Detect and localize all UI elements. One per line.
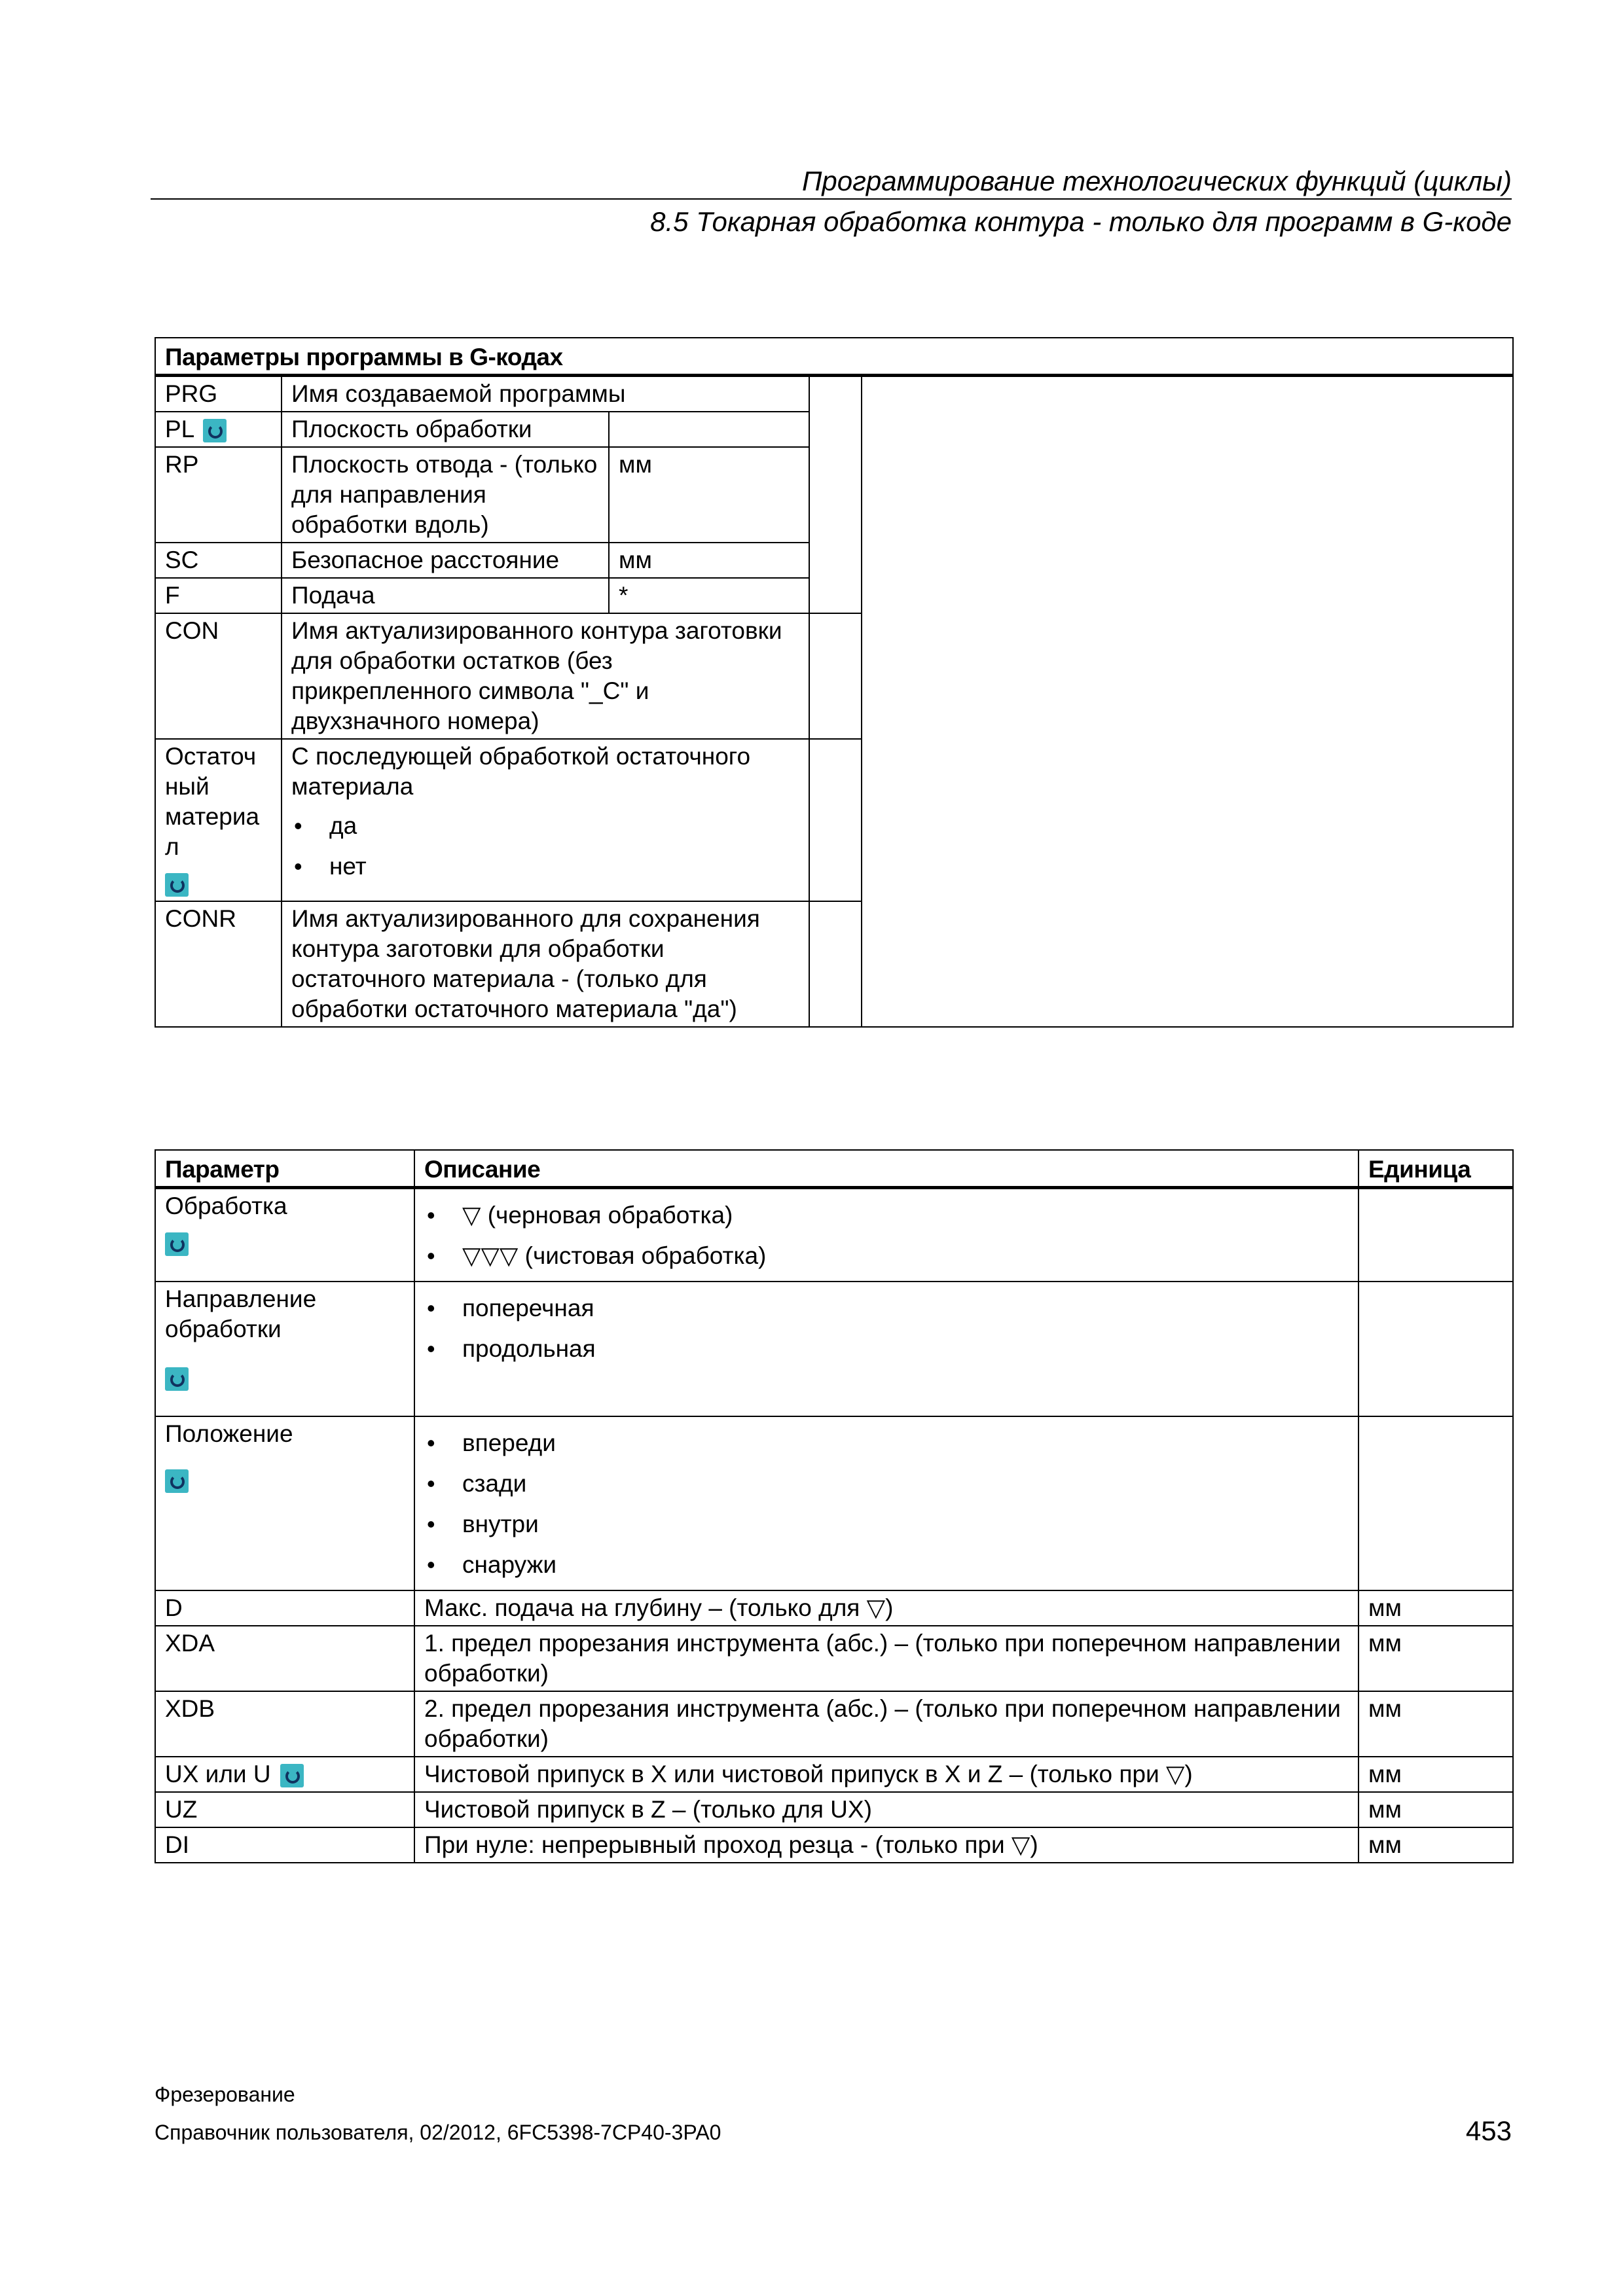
param-name: RP <box>155 447 282 543</box>
param-desc: Макс. подача на глубину – (только для ▽) <box>414 1590 1359 1626</box>
table-row <box>155 1282 1513 1416</box>
param-name: XDB <box>155 1691 414 1757</box>
param-unit: мм <box>1359 1626 1513 1691</box>
table-row <box>155 1691 1513 1757</box>
option-list <box>424 1423 1349 1585</box>
option-item: • ▽▽▽ (чистовая обработка) <box>424 1236 1349 1276</box>
section-title: 8.5 Токарная обработка контура - только для программ в G-коде <box>650 206 1512 237</box>
toggle-icon[interactable] <box>165 1469 189 1493</box>
toggle-icon[interactable] <box>203 419 227 442</box>
param-name: Обработка <box>165 1193 287 1219</box>
option-list <box>424 1195 1349 1276</box>
page-number: 453 <box>1465 2115 1512 2146</box>
option-item: • поперечная <box>424 1288 1349 1329</box>
toggle-icon[interactable] <box>280 1764 304 1787</box>
table-row <box>155 1757 1513 1792</box>
param-name: CONR <box>155 901 282 1027</box>
param-name: F <box>155 578 282 613</box>
param-unit: мм <box>1359 1827 1513 1863</box>
param-unit: мм <box>1359 1691 1513 1757</box>
param-unit: мм <box>1359 1757 1513 1792</box>
col-header-desc: Описание <box>414 1150 1359 1188</box>
table-row <box>155 1590 1513 1626</box>
toggle-icon[interactable] <box>165 873 189 897</box>
param-unit <box>1359 1282 1513 1416</box>
param-name: UZ <box>155 1792 414 1827</box>
param-desc: Плоскость обработки <box>282 412 609 447</box>
option-item: • снаружи <box>424 1545 1349 1585</box>
table-row <box>155 376 1513 412</box>
param-desc: С последующей обработкой остаточного материала <box>291 743 751 800</box>
param-name: SC <box>155 543 282 578</box>
toggle-icon[interactable] <box>165 1367 189 1391</box>
param-name: Положение <box>165 1420 293 1447</box>
parameter-table <box>155 1149 1514 1863</box>
param-name: PRG <box>155 376 282 412</box>
option-item: • ▽ (черновая обработка) <box>424 1195 1349 1236</box>
param-desc: Имя актуализированного контура заготовки для обработки остатков (без прикрепленного символа "_C" и двухзначного номера) <box>282 613 809 739</box>
table1-title: Параметры программы в G-кодах <box>155 338 1513 376</box>
header-divider <box>151 198 1512 200</box>
param-name: XDA <box>155 1626 414 1691</box>
col-header-unit: Единица <box>1359 1150 1513 1188</box>
param-name: CON <box>155 613 282 739</box>
param-name: Остаточ ный материа л <box>165 743 260 860</box>
param-unit: мм <box>609 543 809 578</box>
option-item: • нет <box>291 846 799 887</box>
param-desc: При нуле: непрерывный проход резца - (только при ▽) <box>414 1827 1359 1863</box>
param-desc: Чистовой припуск в Z – (только для UX) <box>414 1792 1359 1827</box>
option-list <box>424 1288 1349 1369</box>
param-name: PL <box>165 416 194 442</box>
option-item: • продольная <box>424 1329 1349 1369</box>
param-desc: Имя актуализированного для сохранения контура заготовки для обработки остаточного материала - (только для обработки остаточного материала "да") <box>282 901 809 1027</box>
option-item: • да <box>291 806 799 846</box>
option-item: • сзади <box>424 1463 1349 1504</box>
param-desc: Имя создаваемой программы <box>282 376 809 412</box>
col-header-param: Параметр <box>155 1150 414 1188</box>
param-name: DI <box>155 1827 414 1863</box>
toggle-icon[interactable] <box>165 1232 189 1256</box>
table-row <box>155 1188 1513 1282</box>
table-row <box>155 1626 1513 1691</box>
param-name: D <box>155 1590 414 1626</box>
param-unit: мм <box>1359 1792 1513 1827</box>
param-unit <box>609 412 809 447</box>
program-params-table <box>155 337 1514 1028</box>
table-row <box>155 1416 1513 1590</box>
param-unit <box>1359 1188 1513 1282</box>
param-unit: мм <box>609 447 809 543</box>
param-desc: 1. предел прорезания инструмента (абс.) – (только при поперечном направлении обработки) <box>414 1626 1359 1691</box>
option-item: • впереди <box>424 1423 1349 1463</box>
table-row <box>155 1827 1513 1863</box>
footer-manual: Справочник пользователя, 02/2012, 6FC5398-7CP40-3PA0 <box>155 2121 721 2144</box>
param-desc: Подача <box>282 578 609 613</box>
param-unit <box>1359 1416 1513 1590</box>
footer-title: Фрезерование <box>155 2083 295 2106</box>
param-unit: мм <box>1359 1590 1513 1626</box>
param-desc: 2. предел прорезания инструмента (абс.) – (только при поперечном направлении обработки) <box>414 1691 1359 1757</box>
table-row <box>155 1792 1513 1827</box>
option-list <box>291 806 799 887</box>
param-name: UX или U <box>165 1761 271 1787</box>
chapter-title: Программирование технологических функций (циклы) <box>801 166 1512 196</box>
param-unit: * <box>609 578 809 613</box>
param-desc: Безопасное расстояние <box>282 543 609 578</box>
option-item: • внутри <box>424 1504 1349 1545</box>
param-desc: Плоскость отвода - (только для направления обработки вдоль) <box>282 447 609 543</box>
param-desc: Чистовой припуск в X или чистовой припуск в X и Z – (только при ▽) <box>414 1757 1359 1792</box>
param-name: Направление обработки <box>165 1285 317 1342</box>
